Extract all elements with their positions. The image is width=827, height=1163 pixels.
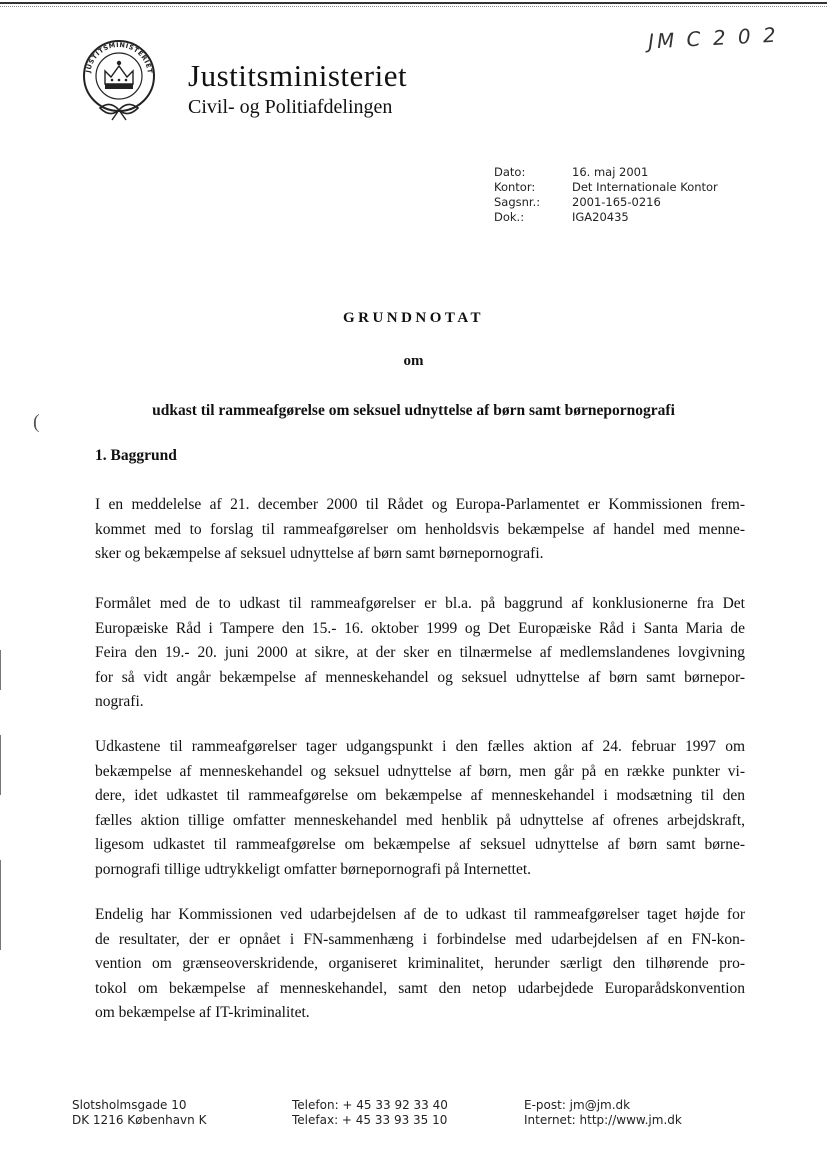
paragraph-2 (95, 592, 745, 715)
ministry-name: Justitsministeriet (188, 58, 408, 93)
scan-edge-mark (0, 650, 1, 690)
footer-city: DK 1216 København K (72, 1113, 207, 1127)
paragraph-line: fælles aktion tillige omfatter menneskehandel med henblik på udnyttelse af ofrenes arbejdskraft, (95, 811, 745, 829)
paragraph-line: nografi. (95, 693, 144, 710)
meta-key: Dato: (494, 165, 526, 179)
footer-fax: Telefax: + 45 33 93 35 10 (292, 1113, 448, 1127)
paragraph-line: bekæmpelse af menneskehandel og seksuel udnyttelse af børn, men går på en række punkter vi- (95, 762, 745, 780)
paragraph-line: tokol om bekæmpelse af menneskehandel, samt den netop udarbejdede Europarådskonvention (95, 979, 745, 997)
footer-email: E-post: jm@jm.dk (524, 1098, 631, 1112)
footer-phone-block (292, 1098, 448, 1128)
footer-street: Slotsholmsgade 10 (72, 1098, 187, 1112)
meta-value: 16. maj 2001 (572, 165, 649, 179)
meta-row-document-id (494, 210, 718, 225)
footer-phone: Telefon: + 45 33 92 33 40 (292, 1098, 448, 1112)
scan-edge-mark (0, 735, 1, 795)
meta-key: Dok.: (494, 210, 525, 224)
section-heading: 1. Baggrund (95, 447, 177, 464)
paragraph-3 (95, 735, 745, 882)
meta-value: Det Internationale Kontor (572, 180, 718, 194)
department-name: Civil- og Politiafdelingen (188, 96, 393, 118)
paragraph-line: I en meddelelse af 21. december 2000 til Rådet og Europa-Parlamentet er Kommissionen frem- (95, 496, 745, 513)
handwritten-reference: JM C 2 0 2 (647, 22, 780, 54)
crown-seal-icon (78, 38, 160, 122)
paragraph-line: Endelig har Kommissionen ved udarbejdelsen af de to udkast til rammeafgørelser taget højde for (95, 906, 745, 923)
paragraph-line: Udkastene til rammeafgørelser tager udgangspunkt i den fælles aktion af 24. februar 1997 om (95, 738, 745, 755)
scan-top-rule (0, 2, 827, 4)
document-title: GRUNDNOTAT (342, 310, 485, 326)
paragraph-line: dere, idet udkastet til rammeafgørelse om bekæmpelse af menneskehandel i modsætning til den (95, 787, 745, 804)
document-subject: udkast til rammeafgørelse om seksuel udnyttelse af børn samt børnepornografi (152, 402, 675, 419)
meta-row-case-number (494, 195, 718, 210)
meta-key: Sagsnr.: (494, 195, 541, 209)
meta-row-date (494, 165, 718, 180)
paragraph-line: om bekæmpelse af IT-kriminalitet. (95, 1004, 310, 1021)
scan-top-dotted-rule (0, 6, 827, 7)
paragraph-line: kommet med to forslag til rammeafgørelser om henholdsvis bekæmpelse af handel med menne- (95, 520, 745, 538)
margin-mark: ( (33, 411, 40, 433)
footer-address (72, 1098, 206, 1128)
paragraph-line: de resultater, der er opnået i FN-sammenhæng i forbindelse med udarbejdelsen af en FN-kon- (95, 930, 745, 948)
document-title-connector: om (403, 353, 424, 369)
paragraph-line: vention om grænseoverskridende, organiseret kriminalitet, herunder særligt den tilhørende pro- (95, 955, 745, 972)
document-metadata (494, 165, 718, 225)
meta-key: Kontor: (494, 180, 536, 194)
paragraph-line: for så vidt angår bekæmpelse af menneskehandel og seksuel udnyttelse af børn samt børnepor- (95, 668, 745, 686)
footer-website: Internet: http://www.jm.dk (524, 1113, 682, 1127)
paragraph-1 (95, 493, 745, 567)
paragraph-line: sker og bekæmpelse af seksuel udnyttelse af børn samt børnepornografi. (95, 545, 544, 562)
svg-text:JUSTITSMINISTERIET (84, 41, 154, 74)
meta-value: 2001-165-0216 (572, 195, 661, 209)
paragraph-line: Formålet med de to udkast til rammeafgørelser er bl.a. på baggrund af konklusionerne fra Det (95, 595, 745, 612)
paragraph-line: ligesom udkastet til rammeafgørelse om bekæmpelse af seksuel udnyttelse af børn samt børne- (95, 836, 745, 853)
paragraph-line: pornografi tillige udtrykkeligt omfatter børnepornografi på Internettet. (95, 860, 532, 878)
paragraph-line: Europæiske Råd i Tampere den 15.- 16. oktober 1999 og Det Europæiske Råd i Santa Maria de (95, 619, 745, 637)
scan-edge-mark (0, 860, 1, 950)
paragraph-line: Feira den 19.- 20. juni 2000 at sikre, at der sker en tilnærmelse af medlemslandenes lovgivning (95, 644, 745, 661)
meta-value: IGA20435 (572, 210, 629, 224)
meta-row-office (494, 180, 718, 195)
seal-ring-text: JUSTITSMINISTERIET (84, 40, 154, 75)
footer-online-block (524, 1098, 682, 1128)
paragraph-4 (95, 903, 745, 1026)
